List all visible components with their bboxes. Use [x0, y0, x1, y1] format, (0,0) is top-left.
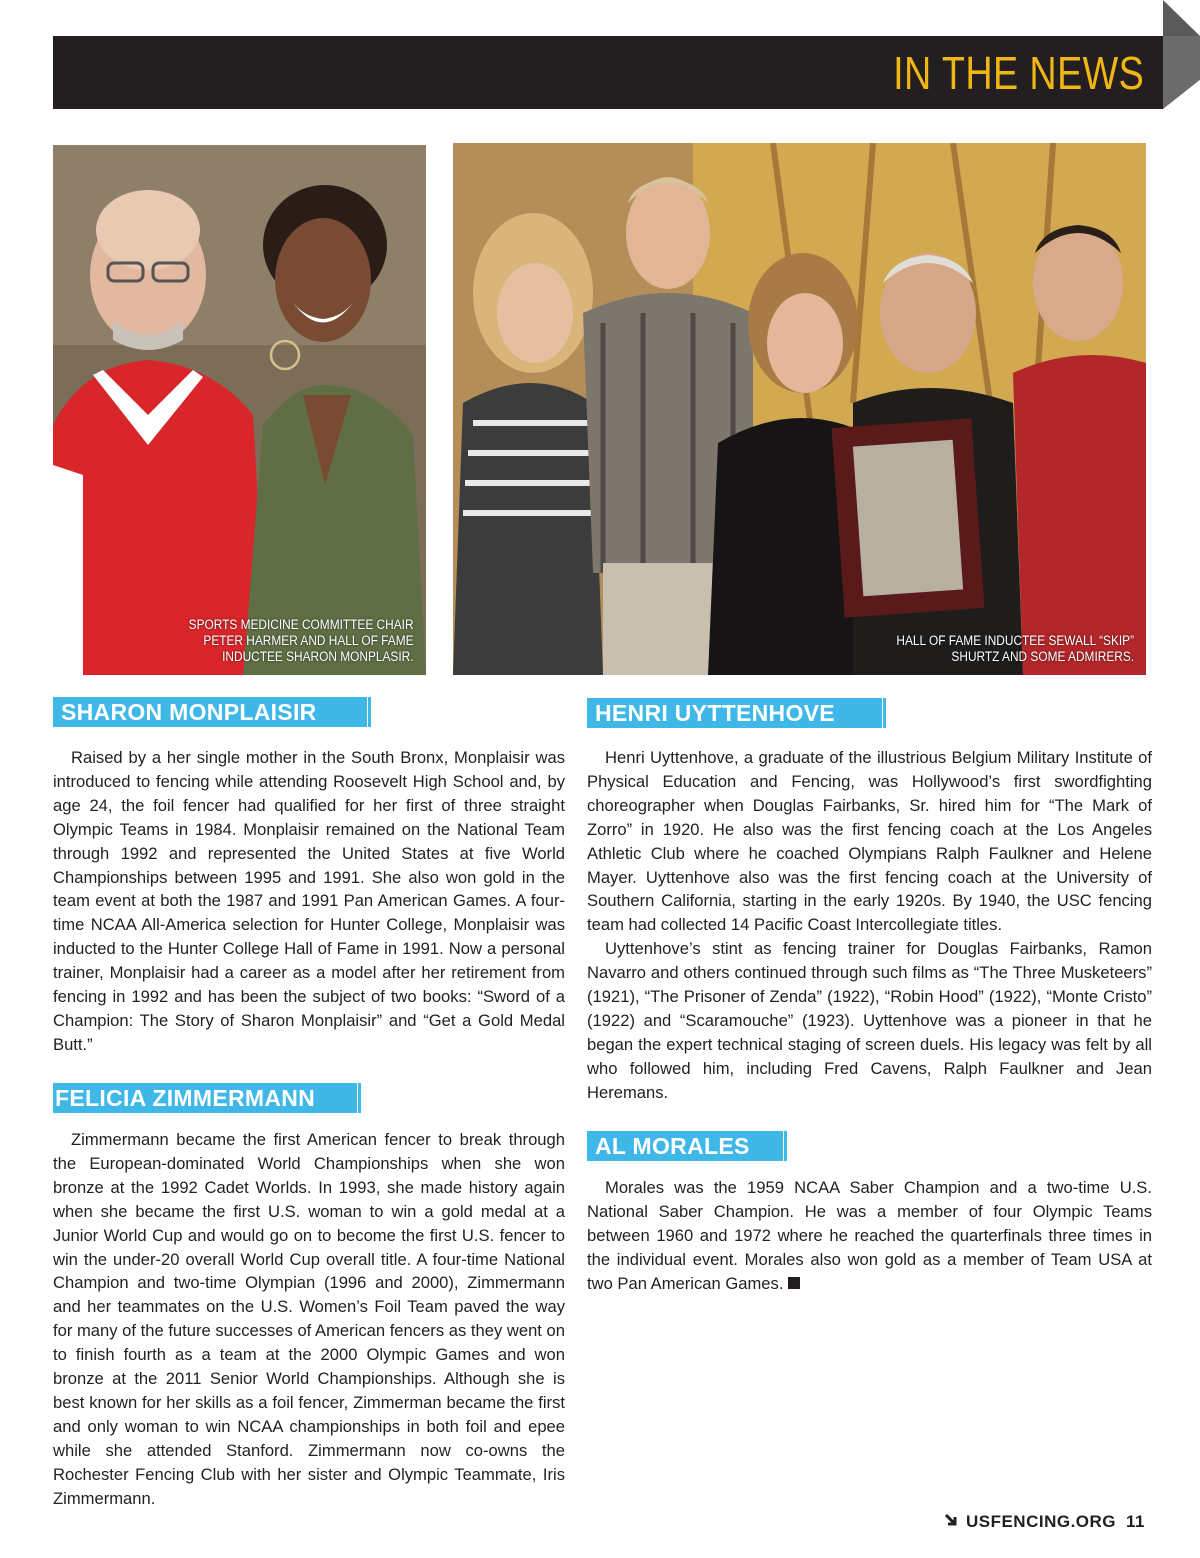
page-footer [944, 1512, 1145, 1532]
paragraph-text: Morales was the 1959 NCAA Saber Champion and a two-time U.S. National Saber Champion. He was a member of four Olympic Teams between 1960 and 1972 where he reached the quarterfinals three times in the individual event. Morales also won gold as a member of Team USA at two Pan American Games. [587, 1178, 1152, 1293]
footer-site[interactable]: USFENCING.ORG [965, 1512, 1117, 1531]
caption-line: PETER HARMER AND HALL OF FAME [203, 633, 414, 648]
page-number: 11 [1126, 1512, 1145, 1531]
arrow-down-right-icon [944, 1512, 958, 1532]
caption-line: HALL OF FAME INDUCTEE SEWALL “SKIP” [896, 633, 1134, 648]
photo-caption-right [896, 633, 1134, 665]
caption-line: SHURTZ AND SOME ADMIRERS. [951, 649, 1134, 664]
paragraph: Henri Uyttenhove, a graduate of the illustrious Belgium Military Institute of Physical Education and Fencing, was Hollywood’s first swordfighting choreographer when Douglas Fairbanks, Sr. hired him for “The Mark of Zorro” in 1920. He also was the first fencing coach at the Los Angeles Athletic Club where he coached Olympians Ralph Faulkner and Helene Mayer. Uyttenhove also was the first fencing coach at the University of Southern California, starting in the early 1920s. By 1940, the USC fencing team had collected 14 Pacific Coast Intercollegiate titles. [587, 748, 1152, 935]
section-heading-uyttenhove: HENRI UYTTENHOVE [587, 698, 882, 728]
article-uyttenhove [587, 746, 1152, 1105]
paragraph: Raised by a her single mother in the South Bronx, Monplaisir was introduced to fencing while attending Roosevelt High School and, by age 24, the foil fencer had qualified for her first of three straight Olympic Teams in 1984. Monplaisir remained on the National Team through 1992 and represented the United States at five World Championships between 1995 and 1991. She also won gold in the team event at both the 1987 and 1991 Pan American Games. A four-time NCAA All-America selection for Hunter College, Monplaisir was inducted to the Hunter College Hall of Fame in 1991. Now a personal trainer, Monplaisir had a career as a model after her retirement from fencing in 1992 and has been the subject of two books: “Sword of a Champion: The Story of Sharon Monplaisir” and “Get a Gold Medal Butt.” [53, 748, 565, 1054]
paragraph: Zimmermann became the first American fencer to break through the European-dominated World Championships when she won bronze at the 1992 Cadet Worlds. In 1993, she made history again when she became the first U.S. woman to win a gold medal at a Junior World Cup and would go on to become the first U.S. fencer to win the under-20 overall World Cup overall title. A four-time National Champion and two-time Olympian (1996 and 2000), Zimmermann and her teammates on the U.S. Women’s Foil Team paved the way for many of the future successes of American fencers as they went on to finish fourth as a team at the 2000 Olympic Games and won bronze at the 2011 Senior World Championships. Although she is best known for her skills as a foil fencer, Zimmerman became the first and only woman to win NCAA championships in both foil and epee while she attended Stanford. Zimmermann now co-owns the Rochester Fencing Club with her sister and Olympic Teammate, Iris Zimmermann. [53, 1130, 565, 1508]
caption-line: INDUCTEE SHARON MONPLASIR. [222, 649, 414, 664]
paragraph: Uyttenhove’s stint as fencing trainer for Douglas Fairbanks, Ramon Navarro and others continued through such films as “The Three Musketeers” (1921), “The Prisoner of Zenda” (1922), “Robin Hood” (1922), “Monte Cristo” (1922) and “Scaramouche” (1923). Uyttenhove was a pioneer in that he began the expert technical staging of screen duels. His legacy was felt by all who followed him, including Fred Cavens, Ralph Faulkner and Jean Heremans. [587, 939, 1152, 1102]
paragraph [587, 1176, 1152, 1296]
section-heading-zimmermann: FELICIA ZIMMERMANN [53, 1083, 357, 1113]
article-monplaisir [53, 746, 565, 1057]
header-fold-side [1163, 36, 1200, 109]
article-zimmermann [53, 1128, 565, 1511]
section-heading-monplaisir: SHARON MONPLAISIR [53, 697, 367, 727]
caption-line: SPORTS MEDICINE COMMITTEE CHAIR [189, 617, 414, 632]
photo-harmer-monplaisir [53, 145, 426, 675]
photo-illustration-right [453, 143, 1146, 675]
article-morales [587, 1176, 1152, 1296]
photo-shurtz-admirers [453, 143, 1146, 675]
end-mark-icon [788, 1277, 800, 1289]
photo-illustration-left [53, 145, 426, 675]
photo-caption-left [189, 617, 414, 665]
page-title: IN THE NEWS [892, 47, 1144, 99]
section-heading-morales: AL MORALES [587, 1131, 783, 1161]
header-fold [1163, 0, 1200, 36]
